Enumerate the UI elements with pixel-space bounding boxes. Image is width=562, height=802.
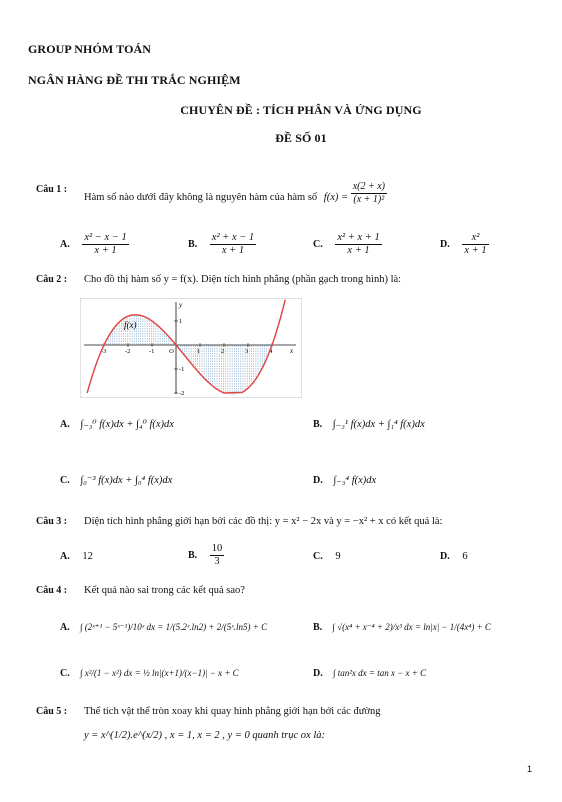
y-tick-label: -1 <box>179 366 185 373</box>
topic-title: CHUYÊN ĐỀ : TÍCH PHÂN VÀ ỨNG DỤNG <box>180 103 422 117</box>
exam-title: ĐỀ SỐ 01 <box>275 131 327 145</box>
x-tick-label: 2 <box>221 348 225 355</box>
x-tick-label: -2 <box>125 348 131 355</box>
q2-graph <box>80 298 302 398</box>
q4-text: Kết quả nào sai trong các kết quả sao? <box>84 585 245 596</box>
x-tick-label: -1 <box>149 348 155 355</box>
q3-text: Diện tích hình phẳng giới hạn bởi các đồ thị: y = x² − 2x và y = −x² + x có kết quả là: <box>84 516 443 527</box>
q5-text2: y = x^(1/2).e^(x/2) , x = 1, x = 2 , y = 0 quanh trục ox là: <box>84 730 326 741</box>
q4-option-b[interactable]: B. ∫ √(x⁴ + x⁻⁴ + 2)/x³ dx = ln|x| − 1/(4x⁴) + C <box>313 622 491 633</box>
q4-option-a[interactable]: A. ∫ (2ˣ⁺¹ − 5ˣ⁻¹)/10ˣ dx = 1/(5.2ˣ.ln2) + 2/(5ˣ.ln5) + C <box>60 622 268 633</box>
q2-option-d[interactable]: D. ∫₋₃⁴ f(x)dx <box>313 475 377 486</box>
q1-option-c[interactable]: C. $\frac{\text{x² + x + 1}}{x + 1}$ <box>313 232 380 256</box>
q2-text: Cho đồ thị hàm số y = f(x). Diện tích hình phẳng (phần gạch trong hình) là: <box>84 274 402 285</box>
q1-text <box>84 181 387 206</box>
q5-label: Câu 5 : <box>36 706 68 717</box>
origin-label: O <box>169 348 174 355</box>
q2-label: Câu 2 : <box>36 274 68 285</box>
x-tick-label: 3 <box>245 348 249 355</box>
y-axis-label: y <box>179 301 183 309</box>
q3-option-a[interactable]: A. 12 <box>60 551 93 562</box>
x-tick-label: 1 <box>197 348 201 355</box>
q4-label: Câu 4 : <box>36 585 68 596</box>
x-tick-label: -3 <box>101 348 107 355</box>
q3-option-b[interactable]: B. $\frac{10}{3}$ <box>188 543 223 567</box>
q2-option-b[interactable]: B. ∫₋₃¹ f(x)dx + ∫₁⁴ f(x)dx <box>313 419 425 430</box>
bank-title: NGÂN HÀNG ĐỀ THI TRẮC NGHIỆM <box>28 73 241 87</box>
y-tick-label: -2 <box>179 390 185 397</box>
q1-option-b[interactable]: B. $\frac{\text{x² + x − 1}}{x + 1}$ <box>188 232 255 256</box>
q1-question: Hàm số nào dưới đây không là nguyên hàm của hàm số <box>84 191 318 203</box>
q3-label: Câu 3 : <box>36 516 68 527</box>
q2-option-c[interactable]: C. ∫₀⁻³ f(x)dx + ∫₀⁴ f(x)dx <box>60 475 173 486</box>
y-tick-label: 1 <box>179 318 183 325</box>
q1-label: Câu 1 : <box>36 184 68 195</box>
q1-option-d[interactable]: D. $\frac{\text{x²}}{x + 1}$ <box>440 232 487 256</box>
q4-option-c[interactable]: C. ∫ x²/(1 − x²) dx = ½ ln|(x+1)/(x−1)| − x + C <box>60 668 239 679</box>
group-title: GROUP NHÓM TOÁN <box>28 42 152 56</box>
q3-option-c[interactable]: C. 9 <box>313 551 341 562</box>
q3-option-d[interactable]: D. 6 <box>440 551 468 562</box>
q1-option-a[interactable]: A. $\frac{\text{x² − x − 1}}{x + 1}$ <box>60 232 127 256</box>
page-number: 1 <box>527 764 533 774</box>
q1-fx-frac: $\frac{x(2 + x)}{\text{(x + 1)²}}$ <box>352 181 385 205</box>
q2-option-a[interactable]: A. ∫₋₃⁰ f(x)dx + ∫₄⁰ f(x)dx <box>60 419 174 430</box>
x-tick-label: 4 <box>269 348 273 355</box>
q5-text: Thể tích vật thể tròn xoay khi quay hình phẳng giới hạn bởi các đường <box>84 706 381 717</box>
fx-label: f(x) <box>124 320 137 330</box>
x-axis-label: x <box>290 347 294 355</box>
q4-option-d[interactable]: D. ∫ tan²x dx = tan x − x + C <box>313 668 427 679</box>
q1-fx: f(x) = <box>323 191 349 203</box>
